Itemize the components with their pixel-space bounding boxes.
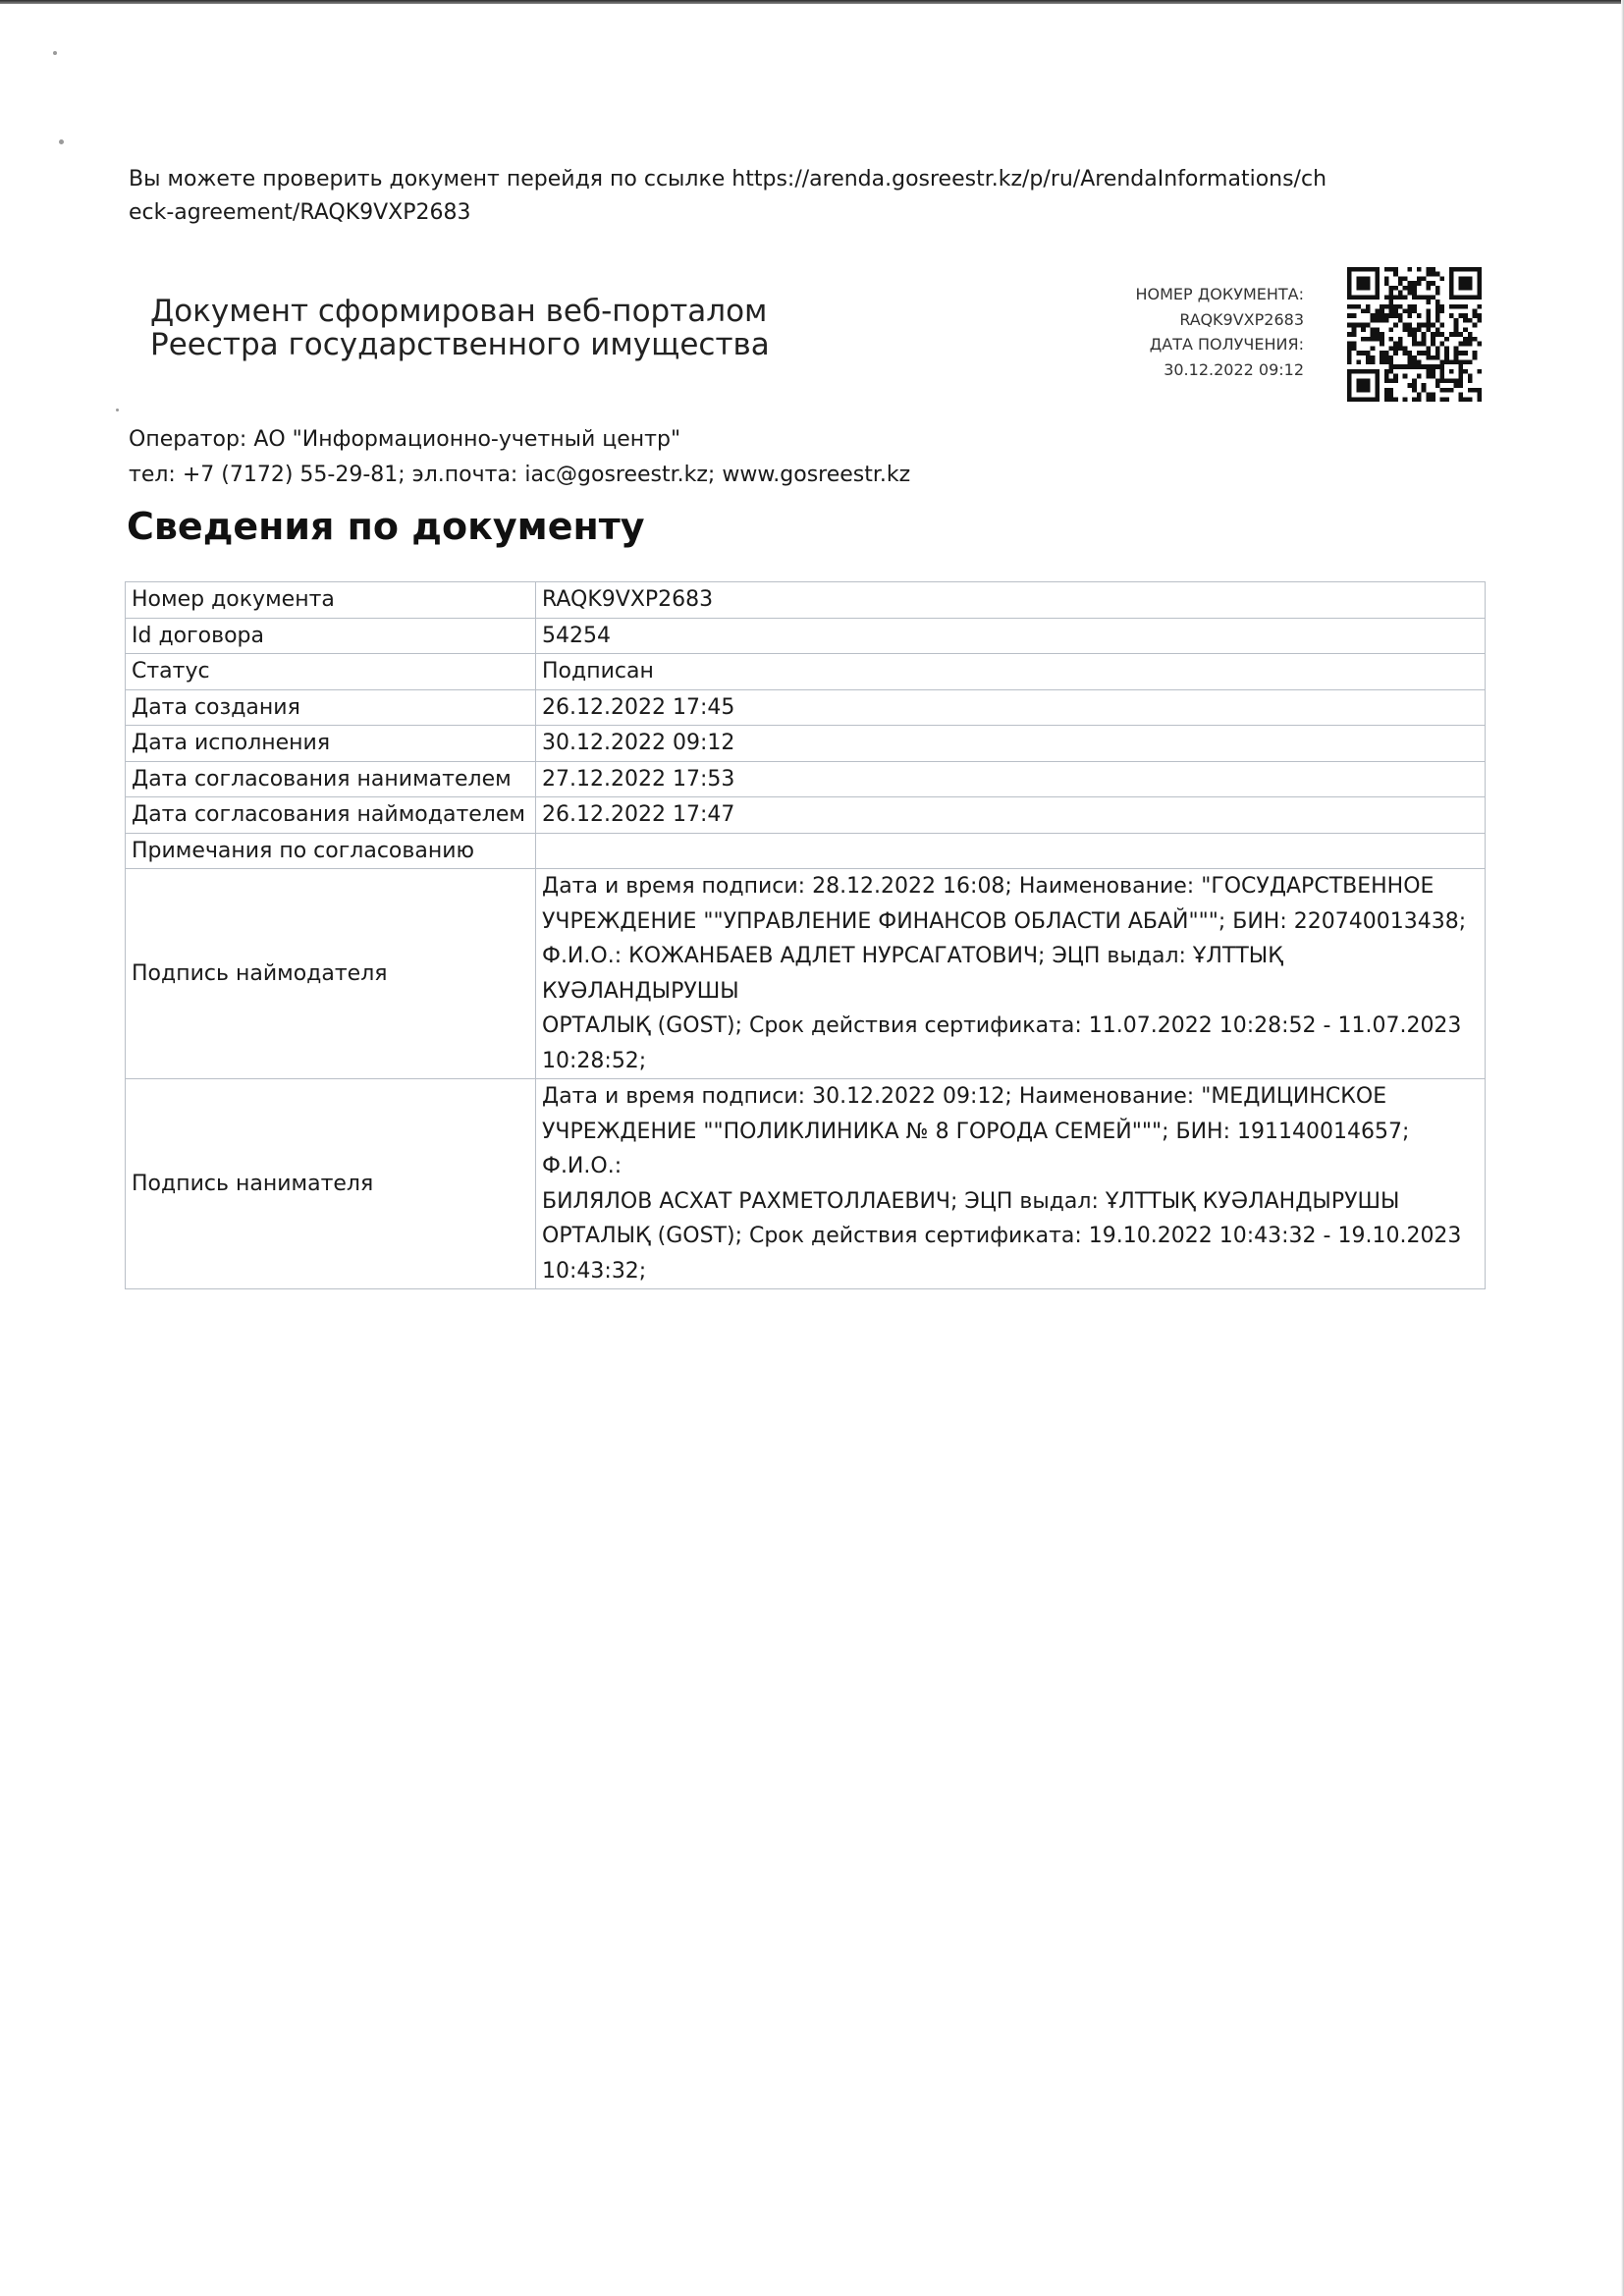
row-value: Подписан <box>536 654 1486 690</box>
signature-line: Ф.И.О.: КОЖАНБАЕВ АДЛЕТ НУРСАГАТОВИЧ; ЭЦП выдал: ҰЛТТЫҚ КУӘЛАНДЫРУШЫ <box>542 944 1283 1004</box>
document-number-value: RAQK9VXP2683 <box>1179 309 1304 329</box>
landlord-signature-value <box>536 869 1486 1079</box>
row-label: Id договора <box>126 618 536 654</box>
row-label: Статус <box>126 654 536 690</box>
row-value: 26.12.2022 17:47 <box>536 797 1486 834</box>
qr-code-icon <box>1347 267 1482 402</box>
table-row <box>126 1079 1486 1289</box>
table-row <box>126 689 1486 726</box>
tenant-signature-value <box>536 1079 1486 1289</box>
table-row <box>126 833 1486 869</box>
page-title: Сведения по документу <box>127 505 645 548</box>
document-number-label: НОМЕР ДОКУМЕНТА: <box>1135 285 1304 303</box>
row-value: 27.12.2022 17:53 <box>536 761 1486 797</box>
row-value: 30.12.2022 09:12 <box>536 726 1486 762</box>
signature-line: ОРТАЛЫҚ (GOST); Срок действия сертификата: 19.10.2022 10:43:32 - 19.10.2023 <box>542 1224 1462 1248</box>
table-row <box>126 761 1486 797</box>
operator-info <box>129 422 910 493</box>
row-label: Дата создания <box>126 689 536 726</box>
scan-speck <box>116 409 119 411</box>
scan-speck <box>53 51 57 55</box>
scan-speck <box>59 139 64 144</box>
portal-caption-line1: Документ сформирован веб-порталом <box>150 294 768 329</box>
signature-line: 10:28:52; <box>542 1048 647 1073</box>
scan-edge-top <box>0 0 1624 4</box>
row-label: Подпись наймодателя <box>126 869 536 1079</box>
signature-line: БИЛЯЛОВ АСХАТ РАХМЕТОЛЛАЕВИЧ; ЭЦП выдал: ҰЛТТЫҚ КУӘЛАНДЫРУШЫ <box>542 1188 1400 1214</box>
row-label: Подпись нанимателя <box>126 1079 536 1289</box>
signature-line: 10:43:32; <box>542 1258 647 1284</box>
verification-note: Вы можете проверить документ перейдя по ссылке https://arenda.gosreestr.kz/p/ru/ArendaInformations/check-agreement/RAQK9VXP2683 <box>129 167 1327 225</box>
operator-contacts: тел: +7 (7172) 55-29-81; эл.почта: iac@gosreestr.kz; www.gosreestr.kz <box>129 463 911 487</box>
receipt-date-label: ДАТА ПОЛУЧЕНИЯ: <box>1149 335 1304 354</box>
table-row <box>126 582 1486 619</box>
signature-line: УЧРЕЖДЕНИЕ ""ПОЛИКЛИНИКА № 8 ГОРОДА СЕМЕЙ"""; БИН: 191140014657; Ф.И.О.: <box>542 1119 1410 1178</box>
row-value: RAQK9VXP2683 <box>536 582 1486 619</box>
row-value <box>536 833 1486 869</box>
table-row <box>126 797 1486 834</box>
signature-line: ОРТАЛЫҚ (GOST); Срок действия сертификата: 11.07.2022 10:28:52 - 11.07.2023 <box>542 1013 1462 1038</box>
signature-line: Дата и время подписи: 30.12.2022 09:12; Наименование: "МЕДИЦИНСКОЕ <box>542 1084 1387 1109</box>
document-info-table <box>125 581 1486 1289</box>
operator-name: Оператор: АО "Информационно-учетный центр" <box>129 427 681 452</box>
row-value: 26.12.2022 17:45 <box>536 689 1486 726</box>
row-label: Примечания по согласованию <box>126 833 536 869</box>
table-row <box>126 654 1486 690</box>
row-value: 54254 <box>536 618 1486 654</box>
row-label: Дата согласования нанимателем <box>126 761 536 797</box>
table-row <box>126 869 1486 1079</box>
portal-caption-line2: Реестра государственного имущества <box>150 327 770 362</box>
row-label: Номер документа <box>126 582 536 619</box>
table-row <box>126 618 1486 654</box>
signature-line: УЧРЕЖДЕНИЕ ""УПРАВЛЕНИЕ ФИНАНСОВ ОБЛАСТИ АБАЙ"""; БИН: 220740013438; <box>542 908 1467 934</box>
row-label: Дата согласования наймодателем <box>126 797 536 834</box>
table-row <box>126 726 1486 762</box>
portal-caption <box>150 295 770 361</box>
row-label: Дата исполнения <box>126 726 536 762</box>
signature-line: Дата и время подписи: 28.12.2022 16:08; Наименование: "ГОСУДАРСТВЕННОЕ <box>542 874 1435 899</box>
receipt-date-value: 30.12.2022 09:12 <box>1164 359 1304 379</box>
document-meta <box>1135 282 1304 382</box>
